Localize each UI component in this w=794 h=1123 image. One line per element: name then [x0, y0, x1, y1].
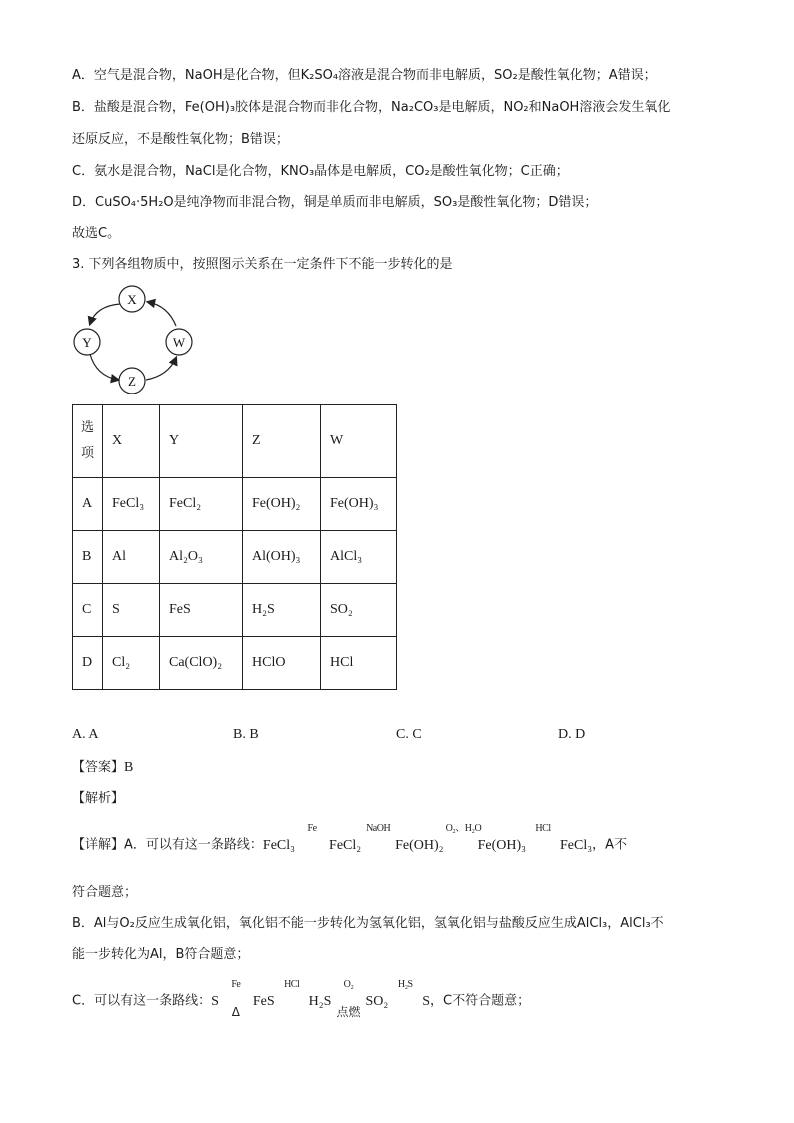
analysis-label: 【解析】: [72, 791, 125, 806]
analysis-line-b-cont: 还原反应，不是酸性氧化物；B错误；: [72, 132, 289, 147]
route-species: Fe(OH)₃: [477, 837, 527, 853]
analysis-line-b: B．盐酸是混合物，Fe(OH)₃胶体是混合物而非化合物，Na₂CO₃是电解质，NO₂和NaOH溶液会发生氧化: [72, 100, 671, 115]
reaction-route-a: [262, 823, 593, 853]
node-y-label: Y: [82, 335, 92, 350]
reagent-above: HCl: [535, 823, 551, 834]
reagent-above: O₂、H₂O: [445, 823, 482, 834]
node-z-label: Z: [128, 374, 136, 389]
table-row: [73, 637, 397, 690]
reaction-arrow: [363, 823, 393, 854]
detail-b-line: B．Al与O₂反应生成氧化铝，氧化铝不能一步转化为氢氧化铝，氢氧化铝与盐酸反应生成AlCl₃，AlCl₃不: [72, 916, 664, 931]
cell-x: S: [103, 584, 160, 637]
question-text: 下列各组物质中，按照图示关系在一定条件下不能一步转化的是: [88, 257, 453, 272]
cell-z: HClO: [243, 637, 321, 690]
route-species: S: [422, 993, 431, 1009]
node-w-label: W: [172, 335, 186, 350]
table-header-row: [73, 405, 397, 478]
route-species: FeCl₃: [262, 837, 296, 853]
route-species: FeCl₃: [560, 837, 593, 853]
cell-x: Al: [103, 531, 160, 584]
table-row: [73, 478, 397, 531]
detail-a-tail: ，A不: [592, 837, 628, 853]
row-label: B: [73, 531, 103, 584]
reagent-above: O₂: [343, 979, 354, 990]
choice-d[interactable]: D. D: [558, 727, 586, 742]
header-option: 选项: [73, 405, 103, 478]
detail-c-intro: C．可以有这一条路线：: [72, 993, 212, 1009]
reaction-arrow: [445, 823, 482, 854]
arrow-w-to-x: [148, 302, 176, 326]
reaction-arrow: [277, 979, 307, 1010]
cell-w: Fe(OH)₃: [321, 478, 397, 531]
route-species: H₂S: [308, 993, 332, 1009]
cell-x: Cl₂: [103, 637, 160, 690]
detail-a-line-cont: 符合题意；: [72, 885, 138, 900]
cell-y: FeCl₂: [160, 478, 243, 531]
options-table: [72, 404, 397, 690]
header-w: W: [321, 405, 397, 478]
cell-y: Al₂O₃: [160, 531, 243, 584]
header-x: X: [103, 405, 160, 478]
reagent-above: HCl: [284, 979, 300, 990]
reaction-arrow: [297, 823, 327, 854]
reagent-above: Fe: [307, 823, 317, 834]
node-x-label: X: [127, 292, 137, 307]
question-stem: [72, 256, 453, 274]
header-y: Y: [160, 405, 243, 478]
choice-b[interactable]: B. B: [233, 727, 259, 742]
reagent-above: H₂S: [397, 979, 413, 990]
cell-z: Al(OH)₃: [243, 531, 321, 584]
header-z: Z: [243, 405, 321, 478]
detail-a-intro: A．可以有这一条路线：: [124, 837, 263, 853]
analysis-line-a: A．空气是混合物，NaOH是化合物，但K₂SO₄溶液是混合物而非电解质，SO₂是酸性氧化物；A错误；: [72, 68, 657, 83]
choice-a[interactable]: A. A: [72, 727, 99, 742]
detail-b-line-cont: 能一步转化为Al，B符合题意；: [72, 947, 250, 962]
reaction-arrow: [221, 979, 251, 1019]
analysis-line-d: D．CuSO₄·5H₂O是纯净物而非混合物，铜是单质而非电解质，SO₃是酸性氧化物；D错误；: [72, 195, 598, 210]
answer-line: [72, 759, 133, 777]
condition-below: 点燃: [336, 1005, 361, 1019]
cell-w: SO₂: [321, 584, 397, 637]
row-label: C: [73, 584, 103, 637]
row-label: A: [73, 478, 103, 531]
choice-c[interactable]: C. C: [396, 727, 422, 742]
arrow-x-to-y: [90, 304, 120, 324]
row-label: D: [73, 637, 103, 690]
cell-x: FeCl₃: [103, 478, 160, 531]
route-species: FeCl₂: [329, 837, 362, 853]
reaction-arrow: [528, 823, 558, 854]
detail-label: 【详解】: [72, 837, 125, 853]
reaction-arrow: [333, 979, 363, 1019]
detail-c-line: [72, 979, 531, 1019]
detail-a-line: [72, 823, 628, 855]
table-row: [73, 531, 397, 584]
reaction-arrow: [390, 979, 420, 1010]
answer-value: B: [124, 760, 134, 775]
question-number: 3.: [72, 257, 85, 272]
conclusion-line: 故选C。: [72, 226, 121, 241]
route-species: Fe(OH)₂: [395, 837, 444, 853]
table-row: [73, 584, 397, 637]
cell-y: Ca(ClO)₂: [160, 637, 243, 690]
reagent-above: NaOH: [366, 823, 391, 834]
arrow-z-to-w: [146, 358, 176, 380]
detail-c-tail: ，C不符合题意；: [430, 993, 531, 1009]
cell-w: HCl: [321, 637, 397, 690]
reaction-route-c: [211, 979, 431, 1019]
reagent-above: Fe: [231, 979, 241, 990]
cell-y: FeS: [160, 584, 243, 637]
conversion-cycle-diagram: [68, 284, 198, 394]
arrow-y-to-z: [90, 354, 118, 380]
route-species: SO₂: [365, 993, 389, 1009]
analysis-line-c: C．氨水是混合物，NaCl是化合物，KNO₃晶体是电解质，CO₂是酸性氧化物；C正确；: [72, 164, 569, 179]
cell-z: Fe(OH)₂: [243, 478, 321, 531]
route-species: FeS: [252, 993, 275, 1009]
cell-w: AlCl₃: [321, 531, 397, 584]
condition-below: Δ: [231, 1005, 240, 1019]
cell-z: H₂S: [243, 584, 321, 637]
answer-label: 【答案】: [72, 760, 125, 775]
route-species: S: [211, 993, 219, 1009]
